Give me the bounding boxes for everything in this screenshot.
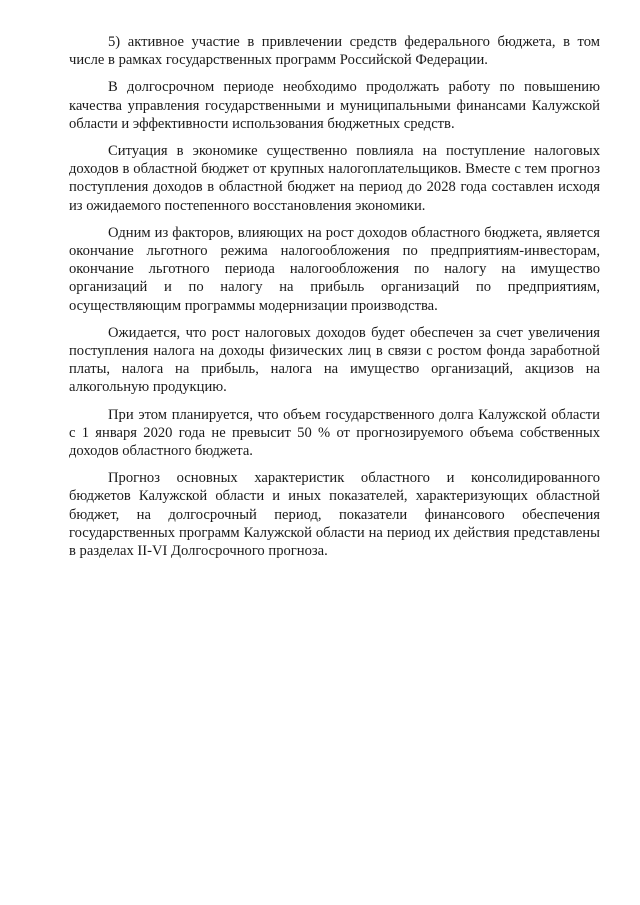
paragraph-tax-revenue-growth: Ожидается, что рост налоговых доходов будет обеспечен за счет увеличения поступления налога на доходы физических лиц в связи с ростом фонда заработной платы, налога на прибыль, налога на имущество организаций, акцизов на алкогольную продукцию.	[69, 324, 600, 396]
paragraph-forecast-sections: Прогноз основных характеристик областного и консолидированного бюджетов Калужской области и иных показателей, характеризующих областной бюджет, на долгосрочный период, показатели финансового обеспечения государственных программ Калужской области на период их действия представлены в разделах II-VI Долгосрочного прогноза.	[69, 470, 600, 560]
paragraph-federal-budget: 5) активное участие в привлечении средств федерального бюджета, в том числе в рамках государственных программ Российской Федерации.	[69, 34, 600, 69]
paragraph-growth-factors: Одним из факторов, влияющих на рост доходов областного бюджета, является окончание льготного режима налогообложения по предприятиям-инвесторам, окончание льготного периода налогообложения по налогу на имущество организаций и по налогу на прибыль организаций по предприятиям, осуществляющим программы модернизации производства.	[69, 224, 600, 314]
paragraph-long-term-quality: В долгосрочном периоде необходимо продолжать работу по повышению качества управления государственными и муниципальными финансами Калужской области и эффективности использования бюджетных средств.	[69, 79, 600, 132]
paragraph-economy-situation: Ситуация в экономике существенно повлияла на поступление налоговых доходов в областной бюджет от крупных налогоплательщиков. Вместе с тем прогноз поступления доходов в областной бюджет на период до 2028 года составлен исходя из ожидаемого постепенного восстановления экономики.	[69, 143, 600, 214]
document-page	[69, 33, 600, 569]
paragraph-state-debt: При этом планируется, что объем государственного долга Калужской области с 1 января 2020 года не превысит 50 % от прогнозируемого объема собственных доходов областного бюджета.	[69, 406, 600, 460]
